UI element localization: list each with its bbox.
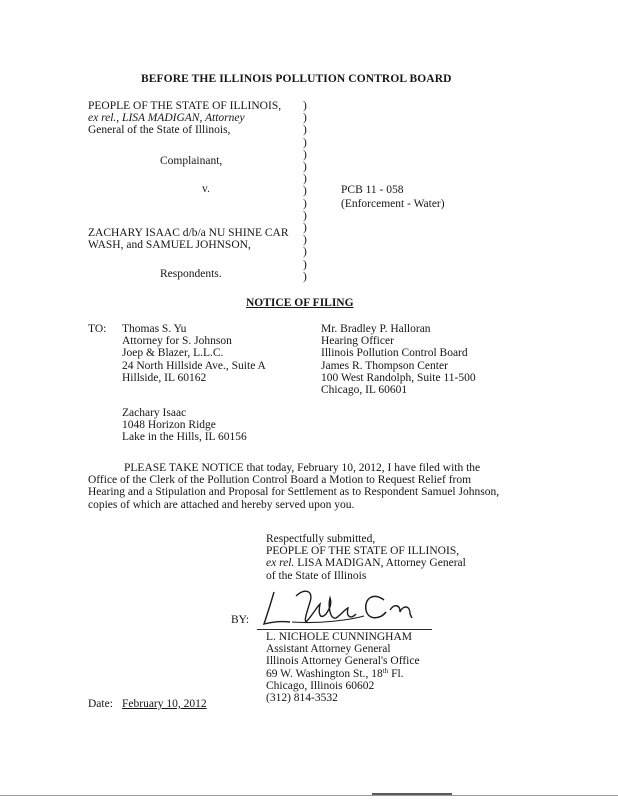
date-label: Date: <box>88 698 113 710</box>
closing-respectfully: Respectfully submitted, <box>266 533 376 545</box>
plaintiff-line-3: General of the State of Illinois, <box>88 124 231 137</box>
notice-body <box>88 462 499 511</box>
closing-exrel-rest: LISA MADIGAN, Attorney General <box>294 557 466 570</box>
case-number: PCB 11 - 058 <box>341 184 404 196</box>
recipient-isaac-line: Zachary Isaac <box>122 407 187 419</box>
signer-street-a: 69 W. Washington St., 18 <box>266 667 383 680</box>
body-line: copies of which are attached and hereby served upon you. <box>88 498 355 511</box>
signer-phone: (312) 814-3532 <box>266 692 338 705</box>
recipient-yu-line: 24 North Hillside Ave., Suite A <box>122 359 266 372</box>
recipient-isaac-line: Lake in the Hills, IL 60156 <box>122 431 247 444</box>
versus-label: v. <box>202 183 210 195</box>
recipient-yu-line: Thomas S. Yu <box>122 323 187 335</box>
respondents-line-1: ZACHARY ISAAC d/b/a NU SHINE CAR <box>88 227 289 239</box>
recipient-yu-line: Attorney for S. Johnson <box>122 335 232 348</box>
signer-name: L. NICHOLE CUNNINGHAM <box>266 631 412 643</box>
recipient-isaac-line: 1048 Horizon Ridge <box>122 419 216 432</box>
signer-block <box>266 631 420 704</box>
recipient-halloran <box>321 323 476 396</box>
complainant-label: Complainant, <box>160 155 223 167</box>
signer-title: Assistant Attorney General <box>266 643 391 656</box>
page-bottom-edge <box>0 795 618 796</box>
body-line: Hearing and a Stipulation and Proposal for Settlement as to Respondent Samuel Johnson, <box>88 486 500 499</box>
to-label: TO: <box>88 323 107 335</box>
closing-exrel-italic: ex rel. <box>266 557 295 570</box>
body-line: PLEASE TAKE NOTICE that today, February 10, 2012, I have filed with the <box>124 462 481 474</box>
closing-exrel <box>266 557 466 569</box>
handwritten-signature <box>260 584 420 630</box>
closing-of-state: of the State of Illinois <box>266 569 367 582</box>
signer-office: Illinois Attorney General's Office <box>266 655 420 668</box>
recipient-yu <box>122 323 266 384</box>
by-label: BY: <box>231 614 250 626</box>
recipient-halloran-line: Chicago, IL 60601 <box>321 384 408 397</box>
closing-people: PEOPLE OF THE STATE OF ILLINOIS, <box>266 545 460 558</box>
recipient-halloran-line: Mr. Bradley P. Halloran <box>321 323 431 335</box>
signature-line <box>257 629 432 630</box>
respondents-label: Respondents. <box>160 268 222 280</box>
body-line: Office of the Clerk of the Pollution Control Board a Motion to Request Relief from <box>88 474 472 487</box>
date-value: February 10, 2012 <box>122 698 207 710</box>
plaintiff-line-1: PEOPLE OF THE STATE OF ILLINOIS, <box>88 100 282 112</box>
recipient-halloran-line: 100 West Randolph, Suite 11-500 <box>321 371 476 384</box>
recipient-isaac <box>122 407 247 444</box>
recipient-yu-line: Joep & Blazer, L.L.C. <box>122 347 224 360</box>
scan-mark <box>372 793 452 795</box>
notice-heading: NOTICE OF FILING <box>246 297 354 309</box>
respondents-line-2: WASH, and SAMUEL JOHNSON, <box>88 239 251 252</box>
caption-bracket: ) ) ) ) ) ) ) ) ) ) ) ) ) ) ) <box>303 100 307 283</box>
signer-street-b: Fl. <box>388 667 404 680</box>
signer-street-sup: th <box>382 666 389 675</box>
signer-city: Chicago, Illinois 60602 <box>266 679 375 692</box>
plaintiff-line-2: ex rel., LISA MADIGAN, Attorney <box>88 112 245 125</box>
recipient-halloran-line: Hearing Officer <box>321 335 394 348</box>
respondents-block <box>88 227 289 251</box>
case-type: (Enforcement - Water) <box>341 198 445 210</box>
recipient-yu-line: Hillside, IL 60162 <box>122 371 207 384</box>
document-title: BEFORE THE ILLINOIS POLLUTION CONTROL BOARD <box>141 73 452 85</box>
closing-block <box>266 533 466 582</box>
plaintiff-block <box>88 100 281 137</box>
recipient-halloran-line: Illinois Pollution Control Board <box>321 347 468 360</box>
recipient-halloran-line: James R. Thompson Center <box>321 359 448 372</box>
signer-street <box>266 668 420 680</box>
